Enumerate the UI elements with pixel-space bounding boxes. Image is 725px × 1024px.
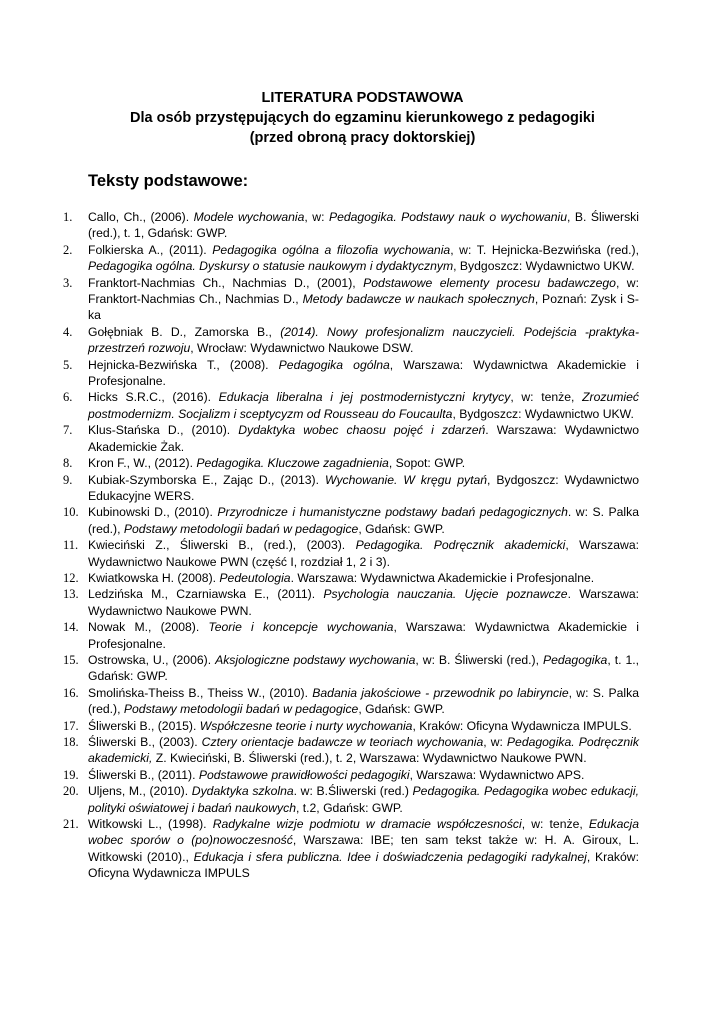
reference-title-segment: Edukacja wobec sporów o (po)nowoczesność [88, 817, 639, 848]
reference-number: 4. [63, 324, 73, 339]
reference-segment: , Sopot: GWP. [388, 456, 466, 471]
reference-segment: , w: [483, 735, 507, 749]
reference-segment: Śliwerski B., (2015). [88, 718, 200, 733]
reference-number: 9. [63, 472, 73, 487]
reference-segment: Folkierska A., (2011). [88, 242, 213, 257]
reference-segment: Franktort-Nachmias Ch., Nachmias D., (2001), [88, 275, 364, 290]
reference-title-segment: Aksjologiczne podstawy wychowania [215, 652, 416, 667]
reference-title-segment: Pedagogika. Kluczowe zagadnienia [196, 456, 389, 471]
reference-segment: , Kraków: Oficyna Wydawnicza IMPULS. [412, 718, 632, 733]
reference-segment: , Poznań: Zysk i S-ka [88, 292, 639, 323]
reference-title-segment: Modele wychowania [193, 210, 305, 224]
reference-segment: Hejnicka-Bezwińska T., (2008). [88, 357, 279, 372]
reference-item [0, 685, 639, 718]
reference-title-segment: Dydaktyka wobec chaosu pojęć i zdarzeń [238, 423, 486, 438]
reference-item [0, 389, 639, 422]
reference-segment: , Bydgoszcz: Wydawnictwo UKW. [452, 406, 634, 421]
reference-title-segment: Przyrodnicze i humanistyczne podstawy badań pedagogicznych [217, 505, 568, 520]
reference-title-segment: Teorie i koncepcje wychowania [208, 620, 394, 635]
reference-title-segment: Zrozumieć postmodernizm. Socjalizm i sceptycyzm od Rousseau do Foucaulta [88, 390, 639, 421]
reference-item [0, 504, 639, 537]
reference-number: 3. [63, 275, 73, 290]
reference-item [0, 209, 639, 242]
reference-text [88, 686, 639, 716]
reference-title-segment: Dydaktyka szkolna [191, 784, 294, 799]
reference-item [0, 767, 639, 783]
reference-title-segment: (2014). Nowy profesjonalizm nauczycieli. Podejścia -praktyka-przestrzeń rozwoju [88, 324, 639, 356]
reference-title-segment: Wychowanie. W kręgu pytań [324, 472, 488, 487]
reference-segment: Kwiatkowska H. (2008). [88, 570, 220, 585]
reference-segment: , Kraków: Oficyna Wydawnicza IMPULS [88, 849, 639, 881]
reference-number: 16. [63, 685, 79, 700]
reference-number: 5. [63, 357, 73, 372]
reference-segment: , w: T. Hejnicka-Bezwińska (red.), [450, 242, 639, 257]
reference-title-segment: Metody badawcze w naukach społecznych [302, 292, 535, 307]
reference-segment: Klus-Stańska D., (2010). [88, 423, 239, 438]
reference-title-segment: Radykalne wizje podmiotu w dramacie współczesności [212, 817, 522, 832]
reference-segment: Z. Kwieciński, B. Śliwerski (red.), t. 2, Warszawa: Wydawnictwo Naukowe PWN. [152, 751, 587, 766]
reference-title-segment: Podstawowe prawidłowości pedagogiki [198, 767, 410, 782]
reference-segment: Śliwerski B., (2003). [88, 735, 202, 749]
reference-segment: Nowak M., (2008). [88, 620, 209, 635]
reference-number: 15. [63, 652, 79, 667]
reference-segment: , Bydgoszcz: Wydawnictwo Edukacyjne WERS. [88, 472, 639, 503]
reference-segment: , Gdańsk: GWP. [358, 521, 445, 536]
reference-title-segment: Pedeutologia [219, 570, 291, 585]
reference-text [88, 325, 639, 355]
reference-title-segment: Edukacja liberalna i jej postmodernistyczni krytycy [218, 390, 511, 405]
reference-text [88, 768, 584, 782]
reference-text [88, 390, 639, 420]
reference-segment: Kubiak-Szymborska E., Zając D., (2013). [88, 472, 325, 487]
reference-item [0, 783, 639, 816]
reference-text [88, 538, 639, 568]
reference-segment: Ostrowska, U., (2006). [88, 652, 216, 667]
reference-segment: , t. 1., Gdańsk: GWP. [88, 652, 639, 684]
reference-segment: , Warszawa: Wydawnictwo APS. [409, 767, 585, 782]
reference-title-segment: Pedagogika. Podstawy nauk o wychowaniu [328, 210, 568, 224]
reference-text [88, 423, 639, 453]
reference-number: 7. [63, 423, 73, 438]
header-title: LITERATURA PODSTAWOWA [261, 90, 464, 106]
reference-segment: Śliwerski B., (2011). [88, 767, 199, 782]
reference-text [88, 571, 594, 585]
reference-segment: Kron F., W., (2012). [88, 456, 197, 471]
reference-number: 17. [63, 718, 79, 733]
reference-text [88, 505, 639, 535]
reference-list [0, 209, 725, 882]
reference-title-segment: Pedagogika ogólna a filozofia wychowania [212, 242, 451, 257]
reference-text [88, 587, 639, 617]
reference-segment: , w: [304, 210, 329, 224]
reference-item [0, 422, 639, 455]
reference-segment: , w: S. Palka (red.), [88, 685, 639, 717]
reference-item [0, 734, 639, 767]
reference-segment: . w: B.Śliwerski (red.) [293, 784, 413, 799]
reference-title-segment: Badania jakościowe - przewodnik po labiryncie [312, 685, 569, 700]
reference-title-segment: Pedagogika ogólna. Dyskursy o statusie naukowym i dydaktycznym [88, 259, 454, 274]
reference-number: 21. [63, 817, 79, 832]
reference-segment: Hicks S.R.C., (2016). [88, 390, 219, 405]
reference-item [0, 324, 639, 357]
reference-segment: Kwieciński Z., Śliwerski B., (red.), (2003). [88, 538, 356, 553]
reference-segment: Kubinowski D., (2010). [88, 505, 218, 520]
reference-number: 6. [63, 390, 73, 405]
reference-item [0, 242, 639, 275]
reference-text [88, 276, 639, 323]
reference-segment: . Warszawa: Wydawnictwo Akademickie Żak. [88, 423, 640, 454]
reference-segment: Ledzińska M., Czarniawska E., (2011). [88, 587, 324, 602]
reference-segment: , Warszawa: Wydawnictwo Naukowe PWN (część I, rozdział 1, 2 i 3). [88, 538, 639, 569]
reference-number: 2. [63, 242, 73, 257]
reference-title-segment: Podstawy metodologii badań w pedagogice [123, 702, 359, 717]
reference-number: 20. [63, 784, 79, 799]
reference-segment: . w: S. Palka (red.), [88, 505, 639, 536]
reference-segment: , t.2, Gdańsk: GWP. [295, 800, 403, 815]
reference-title-segment: Pedagogika. Podręcznik akademicki, [88, 735, 639, 766]
reference-text [88, 358, 639, 388]
reference-text [88, 735, 639, 765]
reference-text [88, 456, 465, 470]
reference-number: 14. [63, 620, 79, 635]
reference-text [88, 719, 632, 733]
reference-item [0, 455, 639, 471]
reference-segment: Uljens, M., (2010). [88, 784, 192, 799]
reference-title-segment: Podstawowe elementy procesu badawczego [363, 275, 616, 290]
reference-text [88, 653, 639, 683]
reference-title-segment: Psychologia nauczania. Ujęcie poznawcze [323, 587, 568, 602]
reference-number: 18. [63, 735, 79, 749]
reference-segment: Witkowski L., (1998). [88, 817, 213, 832]
document-header [0, 88, 725, 148]
reference-item [0, 537, 639, 570]
reference-item [0, 472, 639, 505]
reference-title-segment: Współczesne teorie i nurty wychowania [199, 718, 413, 733]
reference-segment: , Warszawa: Wydawnictwa Akademickie i Profesjonalne. [88, 620, 640, 651]
reference-title-segment: Podstawy metodologii badań w pedagogice [123, 521, 359, 536]
reference-title-segment: Pedagogika. Pedagogika wobec edukacji, polityki oświatowej i badań naukowych [88, 784, 639, 815]
reference-text [88, 784, 639, 814]
reference-item [0, 816, 639, 882]
reference-number: 12. [63, 570, 79, 585]
reference-text [88, 817, 639, 880]
header-subtitle: Dla osób przystępujących do egzaminu kierunkowego z pedagogiki [130, 110, 595, 126]
reference-segment: . Warszawa: Wydawnictwo Naukowe PWN. [88, 587, 640, 618]
reference-number: 11. [63, 538, 79, 553]
reference-text [88, 210, 639, 240]
reference-item [0, 357, 639, 390]
reference-number: 1. [63, 210, 73, 224]
reference-segment: , Wrocław: Wydawnictwo Naukowe DSW. [190, 341, 414, 356]
reference-item [0, 652, 639, 685]
section-title: Teksty podstawowe: [88, 172, 249, 190]
reference-item [0, 619, 639, 652]
reference-segment: , B. Śliwerski (red.), t. 1, Gdańsk: GWP. [88, 210, 639, 241]
reference-number: 10. [63, 505, 79, 520]
reference-segment: , w: Franktort-Nachmias Ch., Nachmias D., [88, 275, 639, 307]
reference-segment: , Warszawa: Wydawnictwa Akademickie i Profesjonalne. [88, 357, 639, 389]
reference-number: 8. [63, 456, 73, 471]
reference-segment: Smolińska-Theiss B., Theiss W., (2010). [88, 685, 313, 700]
reference-item [0, 586, 639, 619]
reference-segment: , Gdańsk: GWP. [358, 702, 445, 717]
reference-title-segment: Pedagogika [542, 652, 608, 667]
reference-item [0, 570, 639, 586]
reference-title-segment: Pedagogika ogólna [278, 357, 390, 372]
reference-item [0, 275, 639, 324]
header-note: (przed obroną pracy doktorskiej) [249, 130, 476, 146]
reference-title-segment: Edukacja i sfera publiczna. Idee i doświadczenia pedagogiki radykalnej [193, 849, 587, 864]
reference-text [88, 620, 639, 650]
reference-text [88, 243, 639, 273]
reference-title-segment: Cztery orientacje badawcze w teoriach wychowania [201, 735, 484, 749]
reference-text [88, 473, 639, 503]
reference-segment: , Bydgoszcz: Wydawnictwo UKW. [453, 259, 635, 274]
reference-segment: , w: tenże, [510, 390, 583, 405]
reference-segment: . Warszawa: Wydawnictwa Akademickie i Profesjonalne. [290, 570, 595, 585]
reference-segment: Gołębniak B. D., Zamorska B., [88, 324, 281, 339]
reference-segment: , w: tenże, [521, 817, 589, 832]
reference-segment: Callo, Ch., (2006). [88, 210, 194, 224]
reference-number: 13. [63, 587, 79, 602]
reference-segment: , Warszawa: IBE; ten sam tekst także w: H. A. Giroux, L. Witkowski (2010)., [88, 833, 639, 864]
reference-title-segment: Pedagogika. Podręcznik akademicki [355, 538, 566, 553]
reference-item [0, 718, 639, 734]
reference-number: 19. [63, 767, 79, 782]
reference-segment: , w: B. Śliwerski (red.), [415, 652, 543, 667]
